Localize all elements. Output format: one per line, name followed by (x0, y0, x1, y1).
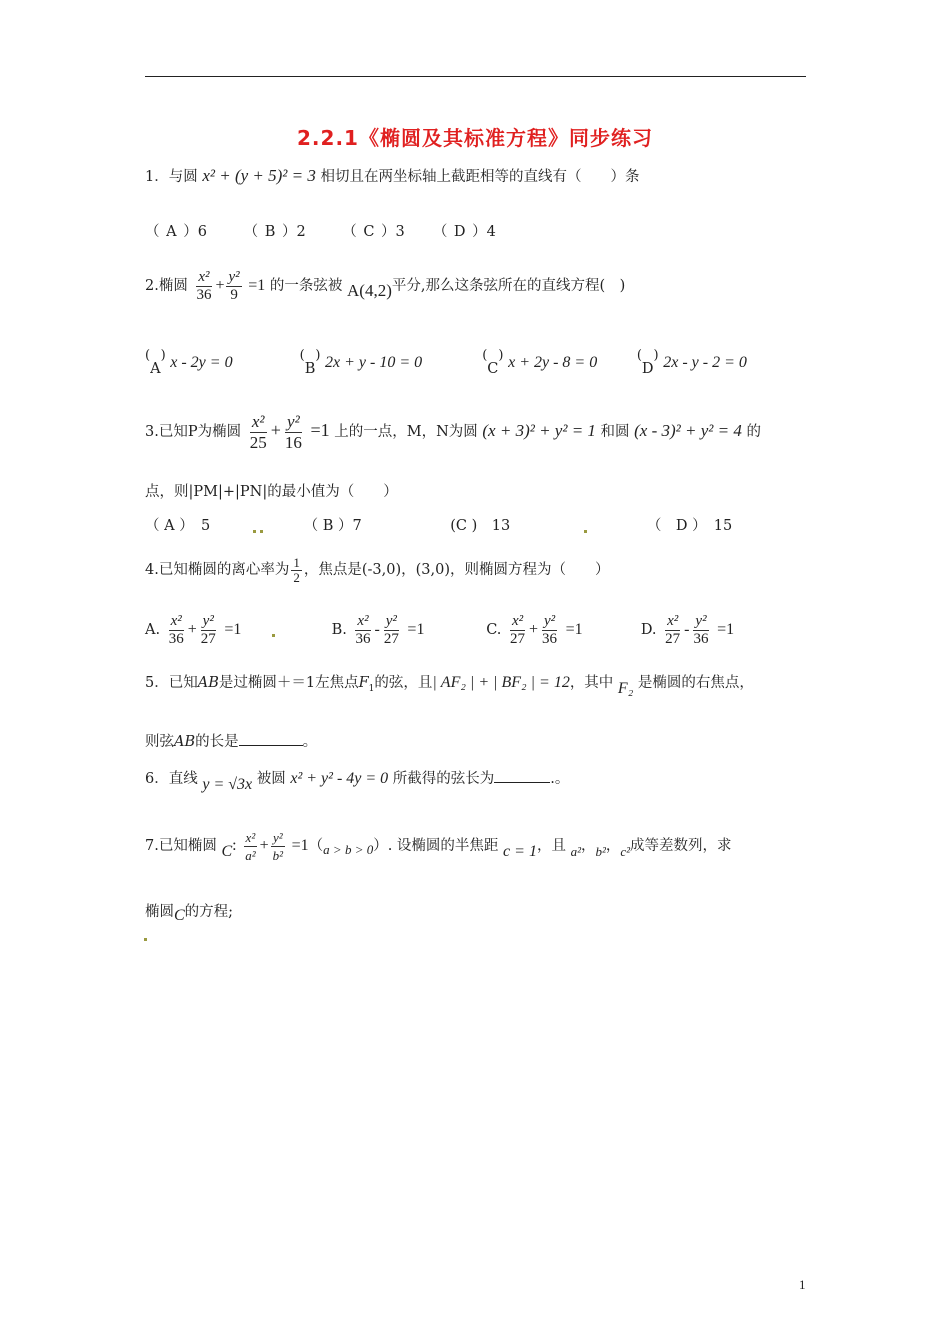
q2-option-b: (B) 2x + y - 10 = 0 (299, 348, 423, 377)
q1-option-a: （ A ）6 (145, 224, 207, 240)
q2-option-c: (C) x + 2y - 8 = 0 (482, 348, 598, 377)
q2-text: 2.椭圆 (145, 278, 188, 294)
q1-text-post: 相切且在两坐标轴上截距相等的直线有（ ）条 (320, 169, 640, 185)
question-4 (145, 552, 610, 588)
header-rule (145, 76, 806, 77)
q2-option-a: (A) x - 2y = 0 (145, 348, 233, 377)
stray-dot (260, 530, 263, 533)
q2-rhs: =1 (248, 277, 266, 294)
q3-circle-1: (x + 3)² + y² = 1 (482, 421, 596, 440)
q6-text: 6．直线 (145, 771, 198, 787)
q3-circle-2: (x - 3)² + y² = 4 (634, 421, 742, 440)
q6-answer-blank[interactable] (494, 768, 550, 783)
q1-options (145, 222, 496, 242)
q7-text: 7.已知椭圆 (145, 838, 217, 854)
page-title: 2.2.1《椭圆及其标准方程》同步练习 (297, 126, 653, 150)
question-6: 6．直线 y = √3x 被圆 x² + y² - 4y = 0 所截得的弦长为 .。 (145, 770, 570, 793)
q5-line-2: 则弦AB的长是 。 (145, 731, 317, 752)
stray-dot (144, 938, 147, 941)
q5-condition: | AF₂ | + | BF₂ | = 12 (432, 674, 570, 691)
q3-option-a: （ A ） 5 (145, 518, 211, 534)
question-1 (145, 166, 639, 187)
question-2: 2.椭圆 $\frac{\text{x²}}{36}$ + $\frac{\text{y²}}{9}$ =1 的一条弦被 A(4,2)平分,那么这条弦所在的直线方程( ) (145, 268, 626, 303)
q4-text: 4.已知椭圆的离心率为 (145, 562, 290, 578)
question-3: 3.已知P为椭圆 $\frac{\text{x²}}{25}$ + $\frac{\text{y²}}{16}$ =1 上的一点，M，N为圆 (x + 3)² + y² = 1 和圆 (x - 3)² + y² = 4 的 (145, 411, 761, 452)
stray-dot (253, 530, 256, 533)
q1-option-d: （ D ）4 (432, 224, 496, 240)
stray-dot (584, 530, 587, 533)
q3-rhs: =1 (310, 420, 330, 440)
q5-answer-blank[interactable] (239, 731, 303, 746)
q3-text-post: 的 (746, 424, 761, 440)
q3-option-c: (C ) 13 (450, 518, 511, 534)
q6-line-eq: y = √3x (202, 776, 253, 793)
q4-option-c: C. $\frac{\text{x²}}{27}$ + $\frac{\text{y²}}{36}$ =1 (486, 612, 583, 647)
q4-option-a: A. $\frac{\text{x²}}{36}$ + $\frac{\text{y²}}{27}$ =1 (145, 612, 242, 647)
q2-option-d: (D) 2x - y - 2 = 0 (636, 348, 747, 377)
q3-text: 3.已知P为椭圆 (145, 424, 242, 440)
question-7: 7.已知椭圆 C: $\frac{\text{x²}}{\text{a²}}$ + $\frac{\text{y²}}{\text{b²}}$ =1（a > b > 0）. 设椭圆的半焦距 c = 1，且 a²，b²，c²成等差数列，求 (145, 829, 732, 863)
q4-option-d: D. $\frac{\text{x²}}{27}$ - $\frac{\text{y²}}{36}$ =1 (640, 612, 735, 647)
question-5: 5．已知AB是过椭圆＋＝1左焦点$F_1$的弦，且| AF₂ | + | BF₂ | = 12，其中 F₂ 是椭圆的右焦点， (145, 674, 754, 697)
q2-point: A(4,2) (347, 281, 392, 300)
q2-text-mid: 的一条弦被 (269, 278, 343, 294)
q4-text-post: ，焦点是(-3,0)，(3,0)，则椭圆方程为（ ） (303, 562, 610, 578)
q1-option-c: （ C ）3 (342, 224, 405, 240)
q3-option-d: （ D ） 15 (646, 518, 733, 534)
q2-options (145, 346, 747, 379)
page-number: 1 (799, 1277, 806, 1292)
q3-frac-x: $\frac{\text{x²}}{25}$ (249, 411, 267, 452)
q3-option-b: （ B ）7 (303, 518, 362, 534)
q2-frac-x: $\frac{\text{x²}}{36}$ (196, 268, 212, 303)
q7-condition: a > b > 0 (323, 842, 374, 857)
q4-option-b: B. $\frac{\text{x²}}{36}$ - $\frac{\text{y²}}{27}$ =1 (331, 612, 425, 647)
q3-text-mid2: 和圆 (600, 424, 630, 440)
q6-circle-eq: x² + y² - 4y = 0 (290, 770, 389, 787)
q3-frac-y: $\frac{\text{y²}}{16}$ (284, 411, 302, 452)
stray-dot (272, 634, 275, 637)
q2-text-post: 平分,那么这条弦所在的直线方程( ) (391, 278, 626, 294)
q3-options (145, 516, 732, 536)
q3-line-2: 点，则|PM|+|PN|的最小值为（ ） (145, 484, 398, 500)
q2-frac-y: $\frac{\text{y²}}{9}$ (228, 268, 240, 303)
q4-options (145, 610, 734, 650)
q4-eccentricity: $\frac{1}{2}$ (293, 554, 300, 585)
q3-text-mid1: 上的一点，M，N为圆 (334, 424, 478, 440)
q1-math: x² + (y + 5)² = 3 (202, 166, 316, 185)
q5-text: 5．已知 (145, 675, 198, 691)
q7-line-2: 椭圆C的方程; (145, 904, 234, 924)
q1-option-b: （ B ）2 (243, 224, 306, 240)
q1-text: 1．与圆 (145, 169, 198, 185)
